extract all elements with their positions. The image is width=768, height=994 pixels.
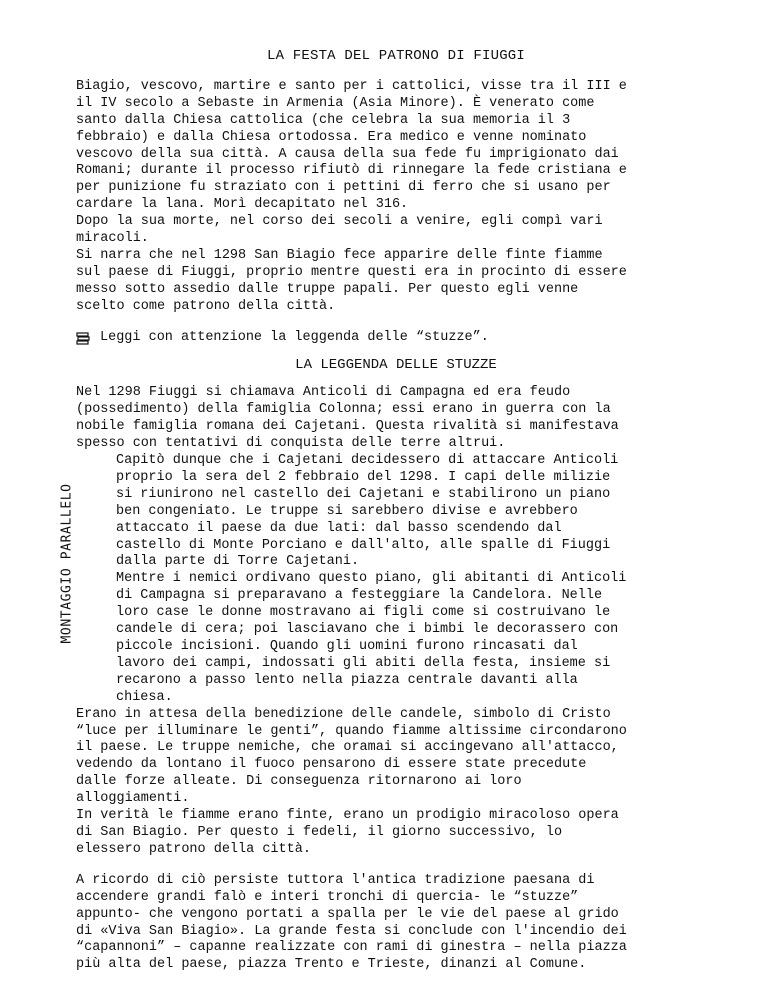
paragraph-gap <box>76 859 716 873</box>
legend-parallel-paragraph: Capitò dunque che i Cajetani decidessero di attaccare Anticoli proprio la sera del 2 febbraio del 1298. I capi delle milizie si riunirono nel castello dei Cajetani e stabilirono un piano ben congeniato. Le truppe si sarebbero divise e avrebbero attaccato il paese da due lati: dal basso scendendo dal castello di Monte Porciano e dall'alto, alle spalle di Fiuggi dalla parte di Torre Cajetani. Mentre i nemici ordivano questo piano, gli abitanti di Anticoli di Campagna si preparavano a festeggiare la Candelora. Nelle loro case le donne mostravano ai figli come si costruivano le candele di cera; poi lasciavano che i bimbi le decorassero con piccole incisioni. Quando gli uomini furono rincasati dal lavoro dei campi, indossati gli abiti della festa, insieme si recarono a passo lento nella piazza centrale davanti alla chiesa. <box>116 453 627 705</box>
legend-intro-paragraph: Nel 1298 Fiuggi si chiamava Anticoli di Campagna ed era feudo (possedimento) della famiglia Colonna; essi erano in guerra con la nobile famiglia romana dei Cajetani. Questa rivalità si manifestava spesso con tentativi di conquista delle terre altrui. <box>76 385 619 452</box>
book-stack-icon <box>76 331 90 345</box>
intro-paragraph: Biagio, vescovo, martire e santo per i cattolici, visse tra il III e il IV secolo a Sebaste in Armenia (Asia Minore). È venerato come santo dalla Chiesa cattolica (che celebra la sua memoria il 3 febbraio) e dalla Chiesa ortodossa. Era medico e venne nominato vescovo della sua città. A causa della sua fede fu imprigionato dai Romani; durante il processo rifiutò di rinnegare la fede cristiana e per punizione fu straziato con i pettini di ferro che si usano per cardare la lana. Morì decapitato nel 316. Dopo la sua morte, nel corso dei secoli a venire, egli compì vari miracoli. Si narra che nel 1298 San Biagio fece apparire delle finte fiamme sul paese di Fiuggi, proprio mentre questi era in procinto di essere messo sotto assedio dalle truppe papali. Per questo egli venne scelto come patrono della città. <box>76 78 627 314</box>
legend-outcome-paragraph: Erano in attesa della benedizione delle candele, simbolo di Cristo “luce per illuminare le genti”, quando fiamme altissime circondarono il paese. Le truppe nemiche, che oramai si accingevano all'attacco, vedendo da lontano il fuoco pensarono di essere state precedute dalle forze alleate. Di conseguenza ritornarono ai loro alloggiamenti. In verità le fiamme erano finte, erano un prodigio miracoloso opera di San Biagio. Per questo i fedeli, il giorno successivo, lo elessero patrono della città. <box>76 706 627 857</box>
document-page <box>76 48 716 974</box>
document-title: LA FESTA DEL PATRONO DI FIUGGI <box>266 48 526 64</box>
reading-note <box>76 330 716 347</box>
side-label-text: MONTAGGIO PARALLELO <box>59 482 75 644</box>
tradition-paragraph: A ricordo di ciò persiste tuttora l'antica tradizione paesana di accendere grandi falò e interi tronchi di quercia- le “stuzze” appunto- che vengono portati a spalla per le vie del paese al grido di «Viva San Biagio». La grande festa si conclude con l'incendio dei “capannoni” – capanne realizzate con rami di ginestra – nella piazza più alta del paese, piazza Trento e Trieste, dinanzi al Comune. <box>76 872 627 973</box>
parallel-editing-side-label <box>58 455 78 671</box>
reading-note-text: Leggi con attenzione la leggenda delle “stuzze”. <box>100 329 489 345</box>
legend-subtitle: LA LEGGENDA DELLE STUZZE <box>295 356 497 373</box>
